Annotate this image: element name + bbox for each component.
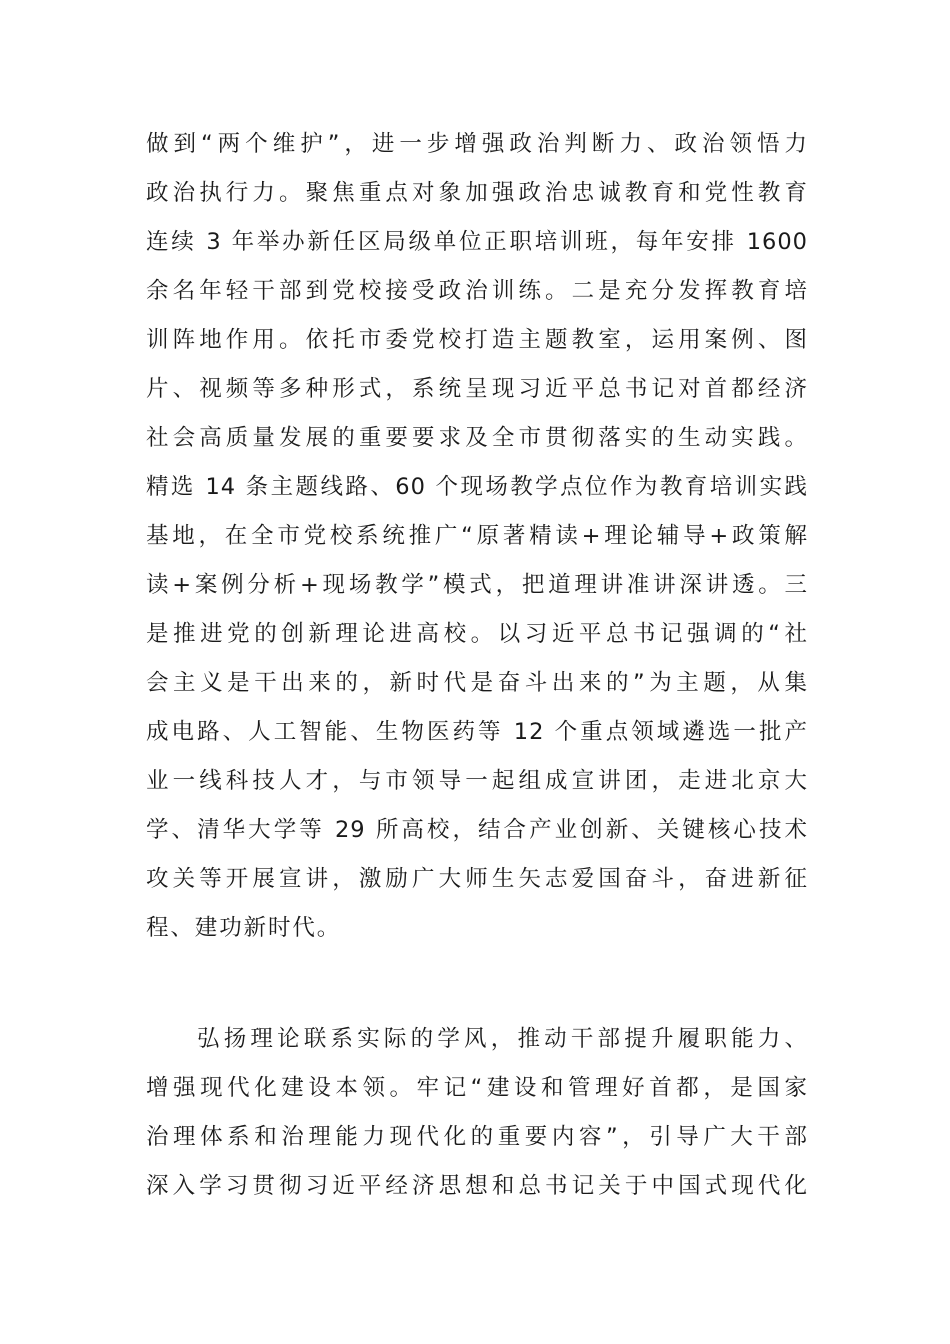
text-line: 基地，在全市党校系统推广“原著精读+理论辅导+政策解 (146, 523, 808, 549)
text-line: 余名年轻干部到党校接受政治训练。二是充分发挥教育培 (146, 278, 808, 304)
text-line: 治理体系和治理能力现代化的重要内容”，引导广大干部 (146, 1124, 808, 1150)
text-line: 弘扬理论联系实际的学风，推动干部提升履职能力、 (197, 1026, 808, 1052)
text-line: 深入学习贯彻习近平经济思想和总书记关于中国式现代化 (146, 1173, 808, 1199)
text-line: 学、清华大学等 29 所高校，结合产业创新、关键核心技术 (146, 817, 808, 843)
text-line: 读+案例分析+现场教学”模式，把道理讲准讲深讲透。三 (146, 572, 808, 598)
text-line: 是推进党的创新理论进高校。以习近平总书记强调的“社 (146, 621, 808, 647)
text-line: 片、视频等多种形式，系统呈现习近平总书记对首都经济 (146, 376, 808, 402)
text-line: 做到“两个维护”，进一步增强政治判断力、政治领悟力 (146, 131, 808, 157)
text-line: 程、建功新时代。 (146, 915, 342, 941)
text-line: 增强现代化建设本领。牢记“建设和管理好首都，是国家 (146, 1075, 808, 1101)
text-line: 精选 14 条主题线路、60 个现场教学点位作为教育培训实践 (146, 474, 808, 500)
text-line: 政治执行力。聚焦重点对象加强政治忠诚教育和党性教育 (146, 180, 808, 206)
text-line: 攻关等开展宣讲，激励广大师生矢志爱国奋斗，奋进新征 (146, 866, 808, 892)
text-line: 社会高质量发展的重要要求及全市贯彻落实的生动实践。 (146, 425, 808, 451)
text-line: 连续 3 年举办新任区局级单位正职培训班，每年安排 1600 (146, 229, 808, 255)
text-line: 会主义是干出来的，新时代是奋斗出来的”为主题，从集 (146, 670, 808, 696)
text-line: 训阵地作用。依托市委党校打造主题教室，运用案例、图 (146, 327, 808, 353)
text-line: 成电路、人工智能、生物医药等 12 个重点领域遴选一批产 (146, 719, 808, 745)
text-line: 业一线科技人才，与市领导一起组成宣讲团，走进北京大 (146, 768, 808, 794)
